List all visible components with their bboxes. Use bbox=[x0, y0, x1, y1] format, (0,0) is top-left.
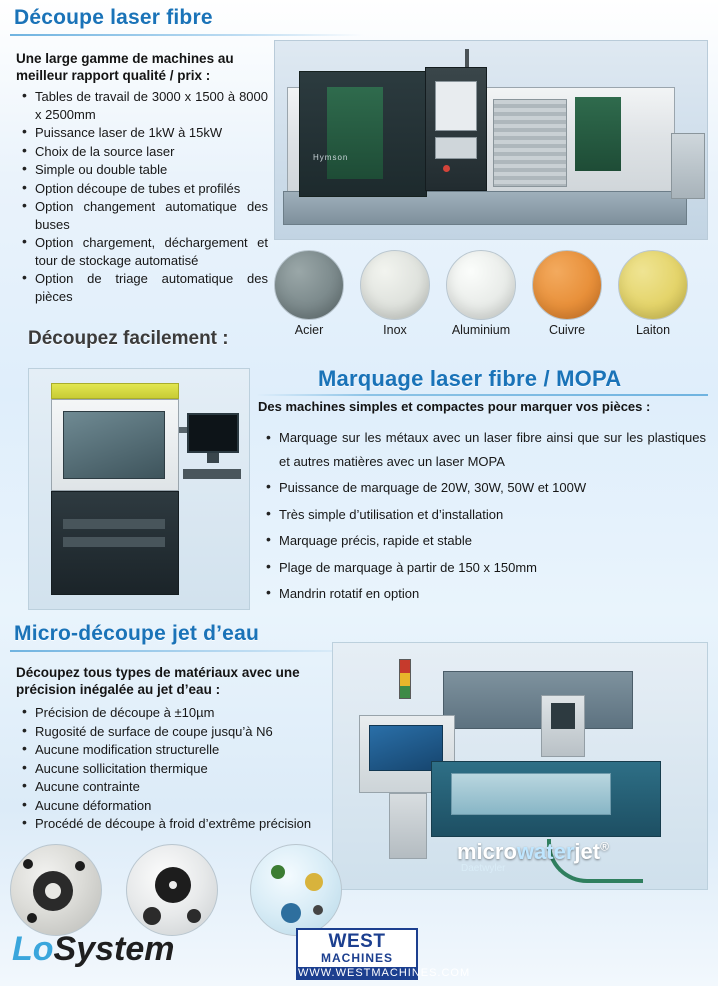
divider-fiber-cutting bbox=[10, 34, 364, 36]
list-item: • Marquage sur les métaux avec un laser fibre ainsi que sur les plastiques et autres matières avec un laser MOPA bbox=[279, 426, 706, 474]
sample-detail bbox=[271, 865, 285, 879]
divider-waterjet bbox=[10, 650, 376, 652]
list-item: • Précision de découpe à ±10µm bbox=[35, 704, 354, 722]
material-swatch-icon bbox=[446, 250, 516, 320]
fiber-laser-machine-image bbox=[274, 40, 708, 240]
machine-screen bbox=[435, 81, 477, 131]
material-label: Cuivre bbox=[548, 323, 586, 337]
sample-photo-2 bbox=[126, 844, 218, 936]
list-item: • Option changement automatique des buses bbox=[35, 198, 268, 233]
list-item: • Option de triage automatique des pièces bbox=[35, 270, 268, 305]
sample-detail bbox=[45, 883, 61, 899]
cut-sample-photos bbox=[8, 844, 338, 940]
laser-marking-machine-image bbox=[28, 368, 250, 610]
company-logo-prefix: Lo bbox=[12, 930, 54, 968]
waterjet-sub-brand: Daetwyler bbox=[461, 863, 506, 874]
sample-detail bbox=[313, 905, 323, 915]
brand-part-jet: jet bbox=[574, 839, 601, 864]
west-logo-url: WWW.WESTMACHINES.COM bbox=[298, 967, 471, 979]
monitor-stand bbox=[207, 453, 219, 463]
machine-status-led bbox=[443, 165, 450, 172]
list-item: • Rugosité de surface de coupe jusqu’à N6 bbox=[35, 723, 354, 741]
brand-part-water: water bbox=[516, 839, 575, 864]
list-item: • Plage de marquage à partir de 150 x 150mm bbox=[279, 559, 706, 577]
company-logo bbox=[12, 930, 175, 969]
machine-green-panel-right bbox=[575, 97, 621, 171]
material-label: Acier bbox=[294, 323, 324, 337]
west-logo-line1: WEST bbox=[328, 931, 386, 952]
list-item: • Option découpe de tubes et profilés bbox=[35, 180, 268, 198]
sample-detail bbox=[305, 873, 323, 891]
material-label: Aluminium bbox=[451, 323, 511, 337]
intro-fiber-cutting: Une large gamme de machines au meilleur rapport qualité / prix : bbox=[16, 51, 234, 83]
waterjet-water-surface bbox=[451, 773, 611, 815]
list-item: • Puissance de marquage de 20W, 30W, 50W et 100W bbox=[279, 479, 706, 497]
material-label: Laiton bbox=[635, 323, 671, 337]
signal-tower-light-icon bbox=[399, 659, 411, 699]
sample-detail bbox=[169, 881, 177, 889]
list-item: • Marquage précis, rapide et stable bbox=[279, 532, 706, 550]
west-logo-line2: MACHINES bbox=[320, 951, 393, 965]
waterjet-control-stand bbox=[389, 793, 427, 859]
bullet-list-fiber-cutting bbox=[18, 88, 268, 306]
material-inox bbox=[360, 250, 430, 337]
bullet-list-marking bbox=[262, 426, 706, 612]
marking-machine-drawer bbox=[63, 537, 165, 547]
sample-detail bbox=[281, 903, 301, 923]
list-item: • Aucune contrainte bbox=[35, 778, 354, 796]
marking-machine-top-cover bbox=[51, 383, 179, 399]
list-item: • Tables de travail de 3000 x 1500 à 8000 x 2500mm bbox=[35, 88, 268, 123]
list-item: • Aucune sollicitation thermique bbox=[35, 760, 354, 778]
material-aluminium bbox=[446, 250, 516, 337]
material-laiton bbox=[618, 250, 688, 337]
machine-keypad bbox=[435, 137, 477, 159]
list-item: • Puissance laser de 1kW à 15kW bbox=[35, 124, 268, 142]
registered-trademark-icon: ® bbox=[600, 839, 609, 854]
company-logo-suffix: System bbox=[53, 930, 175, 968]
waterjet-head-detail bbox=[551, 703, 575, 729]
intro-marking: Des machines simples et compactes pour marquer vos pièces : bbox=[258, 399, 651, 414]
west-machines-logo bbox=[296, 928, 471, 980]
sample-detail bbox=[75, 861, 85, 871]
section-title-marking: Marquage laser fibre / MOPA bbox=[318, 366, 622, 391]
section-title-fiber-cutting: Découpe laser fibre bbox=[14, 6, 213, 29]
cut-easily-title: Découpez facilement : bbox=[28, 328, 229, 349]
waterjet-machine-image bbox=[332, 642, 708, 890]
list-item: • Option chargement, déchargement et tour de stockage automatisé bbox=[35, 234, 268, 269]
material-cuivre bbox=[532, 250, 602, 337]
machine-green-panel-left bbox=[327, 87, 383, 179]
sample-photo-1 bbox=[10, 844, 102, 936]
monitor-screen bbox=[187, 413, 239, 453]
waterjet-gantry bbox=[443, 671, 633, 729]
sample-detail bbox=[23, 859, 33, 869]
list-item: • Simple ou double table bbox=[35, 161, 268, 179]
machine-exhaust-unit bbox=[671, 133, 705, 199]
material-swatch-icon bbox=[618, 250, 688, 320]
waterjet-brand-label bbox=[457, 839, 609, 865]
divider-marking bbox=[256, 394, 708, 396]
brand-part-micro: micro bbox=[457, 839, 517, 864]
list-item: • Aucune déformation bbox=[35, 797, 354, 815]
material-acier bbox=[274, 250, 344, 337]
sample-detail bbox=[143, 907, 161, 925]
machine-ventilation-grill bbox=[493, 99, 567, 187]
keyboard-tray bbox=[183, 469, 241, 479]
sample-photo-3 bbox=[250, 844, 342, 936]
marking-machine-window bbox=[63, 411, 165, 479]
materials-row bbox=[274, 250, 708, 346]
section-title-waterjet: Micro-découpe jet d’eau bbox=[14, 622, 259, 645]
list-item: • Procédé de découpe à froid d’extrême précision bbox=[35, 815, 354, 833]
intro-waterjet: Découpez tous types de matériaux avec une précision inégalée au jet d’eau : bbox=[16, 665, 300, 697]
list-item: • Très simple d’utilisation et d’installation bbox=[279, 506, 706, 524]
list-item: • Aucune modification structurelle bbox=[35, 741, 354, 759]
list-item: • Choix de la source laser bbox=[35, 143, 268, 161]
material-label: Inox bbox=[383, 323, 407, 337]
list-item: • Mandrin rotatif en option bbox=[279, 585, 706, 603]
material-swatch-icon bbox=[532, 250, 602, 320]
sample-detail bbox=[27, 913, 37, 923]
material-swatch-icon bbox=[360, 250, 430, 320]
bullet-list-waterjet bbox=[18, 704, 354, 834]
machine-brand-label: Hymson bbox=[313, 153, 349, 162]
marking-machine-drawer bbox=[63, 519, 165, 529]
material-swatch-icon bbox=[274, 250, 344, 320]
sample-detail bbox=[187, 909, 201, 923]
